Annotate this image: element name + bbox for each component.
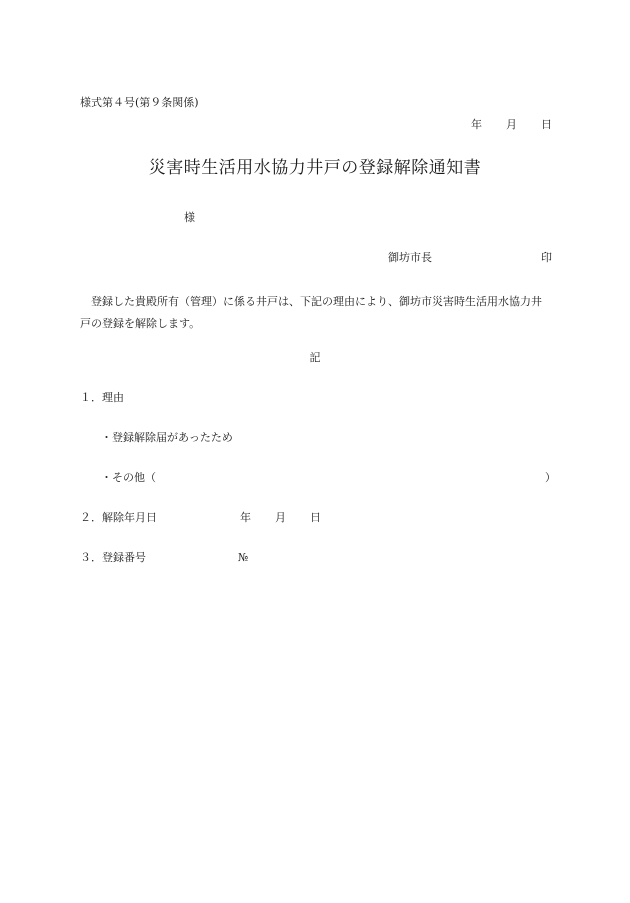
issuer-name: 御坊市長 xyxy=(388,251,432,264)
reason-option-withdrawal: ・登録解除届があったため xyxy=(101,431,233,444)
body-paragraph: 登録した貴殿所有（管理）に係る井戸は、下記の理由により、御坊市災害時生活用水協力井戸の登録を解除します。 xyxy=(80,295,542,330)
header-date-day: 日 xyxy=(541,118,552,131)
cancel-date-heading: ２．解除年月日 xyxy=(80,511,157,524)
cancel-date-month: 月 xyxy=(275,511,286,524)
document-title: 災害時生活用水協力井戸の登録解除通知書 xyxy=(148,158,482,178)
reason-option-other-close: ） xyxy=(545,471,556,484)
form-number: 様式第４号(第９条関係) xyxy=(80,96,199,109)
cancel-date-year: 年 xyxy=(240,511,251,524)
header-date-year: 年 xyxy=(471,118,482,131)
seal-mark: 印 xyxy=(541,251,552,264)
ki-heading: 記 xyxy=(309,351,321,364)
reason-option-other: ・その他（ xyxy=(101,471,156,484)
cancel-date-day: 日 xyxy=(310,511,321,524)
registration-number-mark: № xyxy=(238,551,249,564)
registration-number-heading: ３．登録番号 xyxy=(80,551,146,564)
header-date-month: 月 xyxy=(506,118,517,131)
addressee-suffix: 様 xyxy=(184,211,195,224)
reason-heading: １．理由 xyxy=(80,391,124,404)
